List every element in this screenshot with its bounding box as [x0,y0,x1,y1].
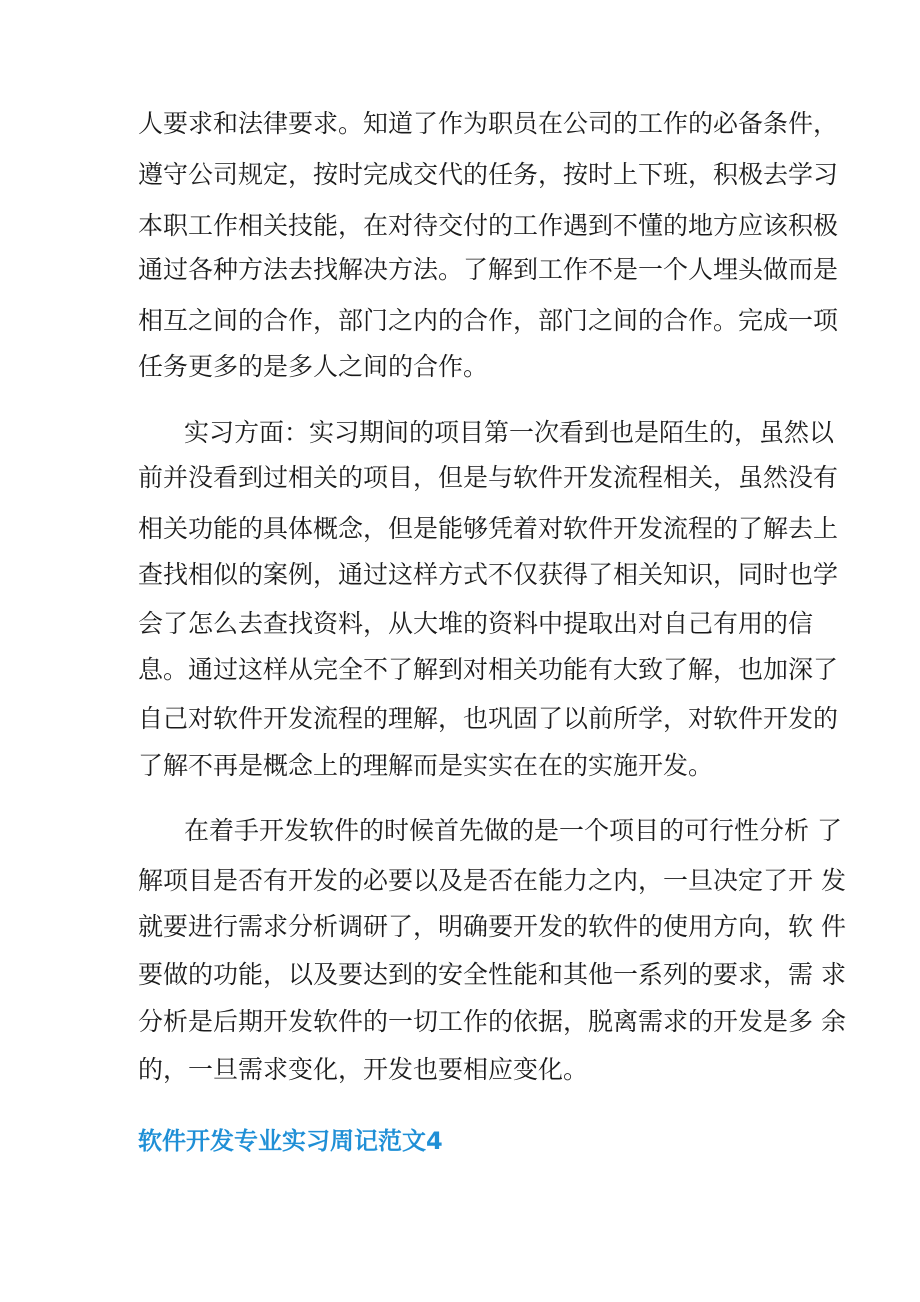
text-line: 实习方面：实习期间的项目第一次看到也是陌生的，虽然以 [184,418,835,447]
text-line: 任务更多的是多人之间的合作。 [138,352,489,381]
section-heading: 软件开发专业实习周记范文4 [138,1127,443,1155]
text-line: 要做的功能，以及要达到的安全性能和其他一系列的要求，需 求 [138,960,846,989]
text-line: 通过各种方法去找解决方法。了解到工作不是一个人埋头做而是 [138,255,839,284]
text-line: 相关功能的具体概念，但是能够凭着对软件开发流程的了解去上 [138,514,839,543]
text-line: 相互之间的合作，部门之内的合作，部门之间的合作。完成一项 [138,306,839,335]
text-line: 了解不再是概念上的理解而是实实在在的实施开发。 [138,751,714,780]
text-line: 解项目是否有开发的必要以及是否在能力之内，一旦决定了开 发 [138,866,846,895]
text-line: 本职工作相关技能，在对待交付的工作遇到不懂的地方应该积极 [138,211,839,240]
text-line: 人要求和法律要求。知道了作为职员在公司的工作的必备条件， [138,109,839,138]
text-line: 息。通过这样从完全不了解到对相关功能有大致了解，也加深了 [138,655,839,684]
text-line: 前并没看到过相关的项目，但是与软件开发流程相关，虽然没有 [138,463,839,492]
text-line: 的，一旦需求变化，开发也要相应变化。 [138,1055,589,1084]
text-line: 查找相似的案例，通过这样方式不仅获得了相关知识，同时也学 [138,560,839,589]
text-line: 在着手开发软件的时候首先做的是一个项目的可行性分析 了 [184,816,842,845]
text-line: 分析是后期开发软件的一切工作的依据，脱离需求的开发是多 余 [138,1007,846,1036]
text-line: 就要进行需求分析调研了，明确要开发的软件的使用方向，软 件 [138,912,846,941]
text-line: 自己对软件开发流程的理解，也巩固了以前所学，对软件开发的 [138,704,839,733]
text-line: 会了怎么去查找资料，从大堆的资料中提取出对自己有用的信 [138,609,814,638]
text-line: 遵守公司规定，按时完成交代的任务，按时上下班，积极去学习 [138,160,839,189]
